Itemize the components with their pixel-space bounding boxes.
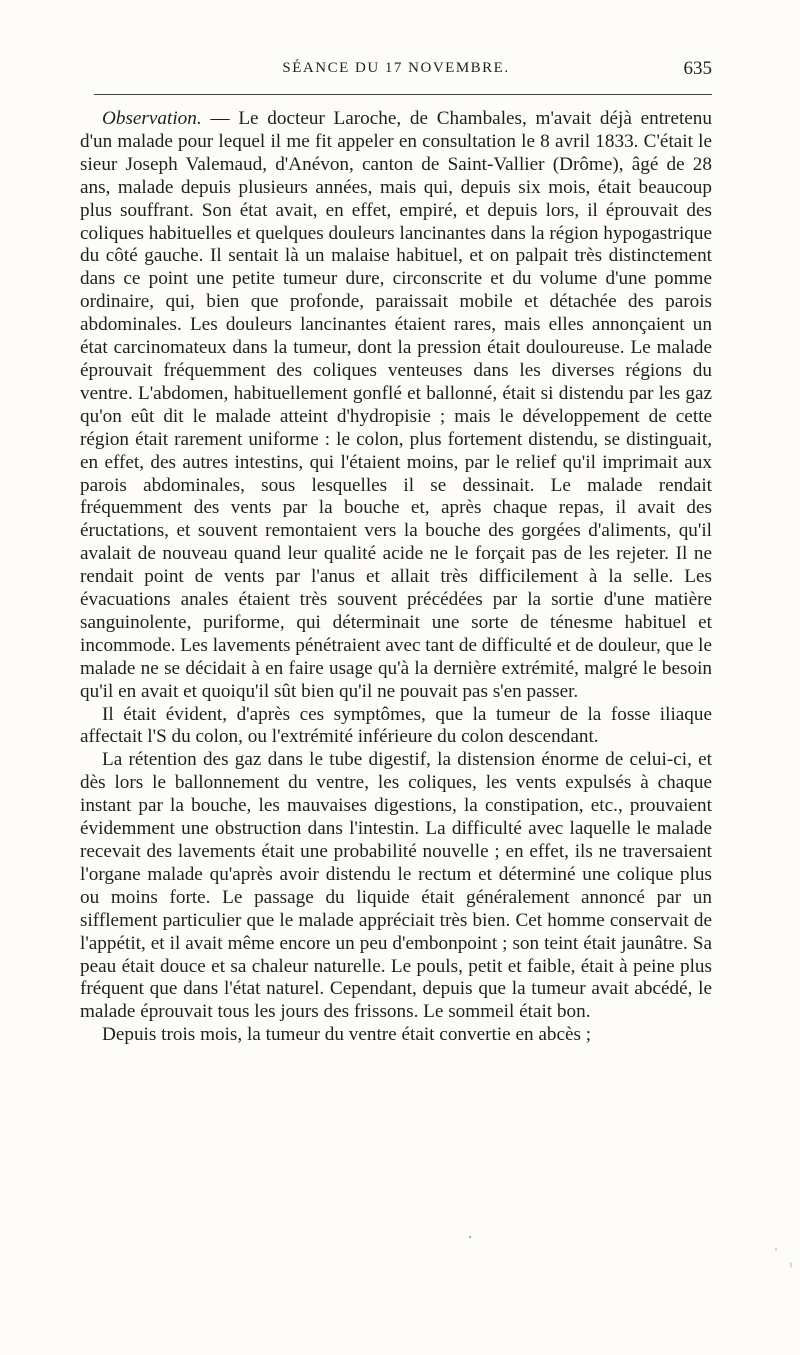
paragraph: La rétention des gaz dans le tube digestif, la distension énorme de celui-ci, et dès lors le ballonnement du ventre, les coliques, les vents expulsés à chaque instant par la bouche, les mauvaises digestions, la constipation, etc., prouvaient évidemment une obstruction dans l'intestin. La difficulté avec laquelle le malade recevait des lavements était une probabilité nouvelle ; en effet, ils ne traversaient l'organe malade qu'après avoir distendu le rectum et déterminé une colique plus ou moins forte. Le passage du liquide était généralement annoncé par un sifflement particulier que le malade appréciait très bien. Cet homme conservait de l'appétit, et il avait même encore un peu d'embonpoint ; son teint était jaunâtre. Sa peau était douce et sa chaleur naturelle. Le pouls, petit et faible, était à peine plus fréquent que dans l'état naturel. Cependant, depuis que la tumeur avait abcédé, le malade éprouvait tous les jours des frissons. Le sommeil était bon. — [80, 749, 712, 1023]
paper-speck — [775, 1248, 777, 1251]
running-header — [80, 58, 712, 84]
paper-speck — [469, 1236, 471, 1238]
paper-speck — [790, 1262, 792, 1268]
page-number: 635 — [683, 58, 712, 79]
header-title: SÉANCE DU 17 NOVEMBRE. — [282, 60, 510, 76]
observation-label: Observation. — [102, 108, 202, 129]
paragraph: Il était évident, d'après ces symptômes, que la tumeur de la fosse iliaque affectait l'S du colon, ou l'extrémité inférieure du colon descendant. — [80, 703, 712, 748]
paragraph-text: — Le docteur Laroche, de Chambales, m'avait déjà entretenu d'un malade pour lequel il me fit appeler en consultation le 8 avril 1833. C'était le sieur Joseph Valemaud, d'Anévon, canton de Saint-Vallier (Drôme), âgé de 28 ans, malade depuis plusieurs années, mais qui, depuis six mois, était beaucoup plus souffrant. Son état avait, en effet, empiré, et depuis lors, il éprouvait des coliques habituelles et quelques douleurs lancinantes dans la région hypogastrique du côté gauche. Il sentait là un malaise habituel, et on palpait très distinctement dans ce point une petite tumeur dure, circonscrite et du volume d'une pomme ordinaire, qui, bien que profonde, paraissait mobile et détachée des parois abdominales. Les douleurs lancinantes étaient rares, mais elles annonçaient un état carcinomateux dans la tumeur, dont la pression était douloureuse. Le malade éprouvait fréquemment des coliques venteuses dans les diverses régions du ventre. L'abdomen, habituellement gonflé et ballonné, était si distendu par les gaz qu'on eût dit le malade atteint d'hydropisie ; mais le développement de cette région était rarement uniforme : le colon, plus fortement distendu, se distinguait, en effet, des autres intestins, qui l'étaient moins, par le relief qu'il imprimait aux parois abdominales, sous lesquelles il se dessinait. Le malade rendait fréquemment des vents par la bouche et, après chaque repas, il avait des éructations, et souvent remontaient vers la bouche des gorgées d'aliments, qu'il avalait de nouveau quand leur qualité acide ne le forçait pas de les rejeter. Il ne rendait point de vents par l'anus et allait très difficilement à la selle. Les évacuations anales étaient très souvent précédées par la sortie d'une matière sanguinolente, puriforme, qui déterminait une sorte de ténesme habituel et incommode. Les lavements pénétraient avec tant de difficulté et de douleur, que le malade ne se décidait à en faire usage qu'à la dernière extrémité, malgré le besoin qu'il en avait et quoiqu'il sût bien qu'il ne pouvait pas s'en passer. — [80, 108, 712, 702]
header-rule — [94, 94, 712, 95]
body-text — [80, 108, 712, 1047]
paragraph-observation — [80, 108, 712, 704]
paragraph: Depuis trois mois, la tumeur du ventre était convertie en abcès ; — [102, 1024, 592, 1046]
